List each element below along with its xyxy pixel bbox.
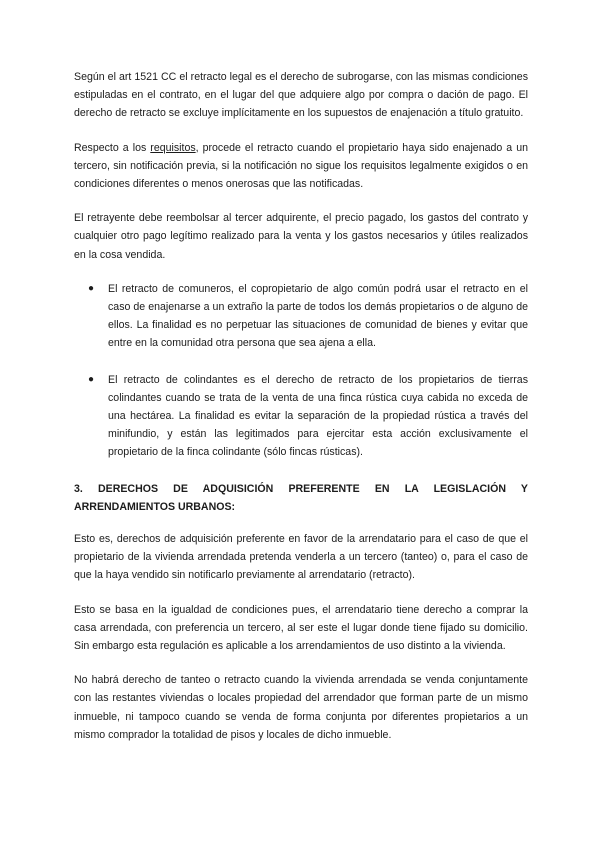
section-heading-3: 3. DERECHOS DE ADQUISICIÓN PREFERENTE EN LA LEGISLACIÓN Y ARRENDAMIENTOS URBANOS: xyxy=(74,482,528,513)
paragraph-requisitos xyxy=(74,139,528,194)
bullet-item-comuneros xyxy=(74,280,528,353)
bullet-dot-icon: ● xyxy=(88,373,95,385)
paragraph-requisitos-lead: Respecto a los xyxy=(74,141,151,154)
paragraph-retracto-legal: Según el art 1521 CC el retracto legal es el derecho de subrogarse, con las mismas condiciones estipuladas en el contrato, en el lugar del que adquiere algo por compra o dación de pago. El derecho de retracto se excluye implícitamente en los supuestos de enajenación a título gratuito. xyxy=(74,71,528,120)
document-page xyxy=(74,68,528,760)
bullet-text-comuneros: El retracto de comuneros, el copropietario de algo común podrá usar el retracto en el caso de enajenarse a un extraño la parte de todos los demás propietarios o de alguno de ellos. La finalidad es no perpetuar las situaciones de comunidad de bienes y evitar que entre en la comunidad otra persona que sea ajena a ella. xyxy=(108,282,528,350)
bullet-list-retractos xyxy=(74,280,528,462)
paragraph-igualdad-condiciones: Esto se basa en la igualdad de condiciones pues, el arrendatario tiene derecho a comprar la casa arrendada, con preferencia un tercero, al ser este el lugar donde tiene fijado su domicilio. Sin embargo esta regulación es aplicable a los arrendamientos de uso distinto a la vivienda. xyxy=(74,603,528,653)
paragraph-tanteo-retracto: Esto es, derechos de adquisición preferente en favor de la arrendatario para el caso de que el propietario de la vivienda arrendada pretenda venderla a un tercero (tanteo) o, para el caso de que la haya vendido sin notificarlo previamente al arrendatario (retracto). xyxy=(74,533,528,582)
bullet-text-colindantes: El retracto de colindantes es el derecho de retracto de los propietarios de tierras colindantes cuando se trata de la venta de una finca rústica cuya cabida no exceda de una hectárea. La finalidad es evitar la separación de la propiedad rústica a través del minifundio, y están las legitimados para ejercitar esta acción exclusivamente el propietario de la finca colindante (sólo fincas rústicas). xyxy=(108,373,528,459)
paragraph-requisitos-rest: , procede el retracto cuando el propietario haya sido enajenado a un tercero, sin notificación previa, si la notificación no sigue los requisitos legalmente exigidos o en condiciones diferentes o menos onerosas que las notificadas. xyxy=(74,141,528,191)
requisitos-underlined-term: requisitos xyxy=(150,141,196,154)
paragraph-exclusiones: No habrá derecho de tanteo o retracto cuando la vivienda arrendada se venda conjuntamente con las restantes viviendas o locales propiedad del arrendador que forman parte de un mismo inmueble, ni tampoco cuando se venda de forma conjunta por diferentes propietarios a un mismo comprador la totalidad de pisos y locales de dicho inmueble. xyxy=(74,674,528,741)
bullet-item-colindantes xyxy=(74,371,528,462)
bullet-dot-icon: ● xyxy=(88,282,95,294)
paragraph-retrayente: El retrayente debe reembolsar al tercer adquirente, el precio pagado, los gastos del contrato y cualquier otro pago legítimo realizado para la venta y los gastos necesarios y útiles realizados en la cosa vendida. xyxy=(74,212,528,261)
